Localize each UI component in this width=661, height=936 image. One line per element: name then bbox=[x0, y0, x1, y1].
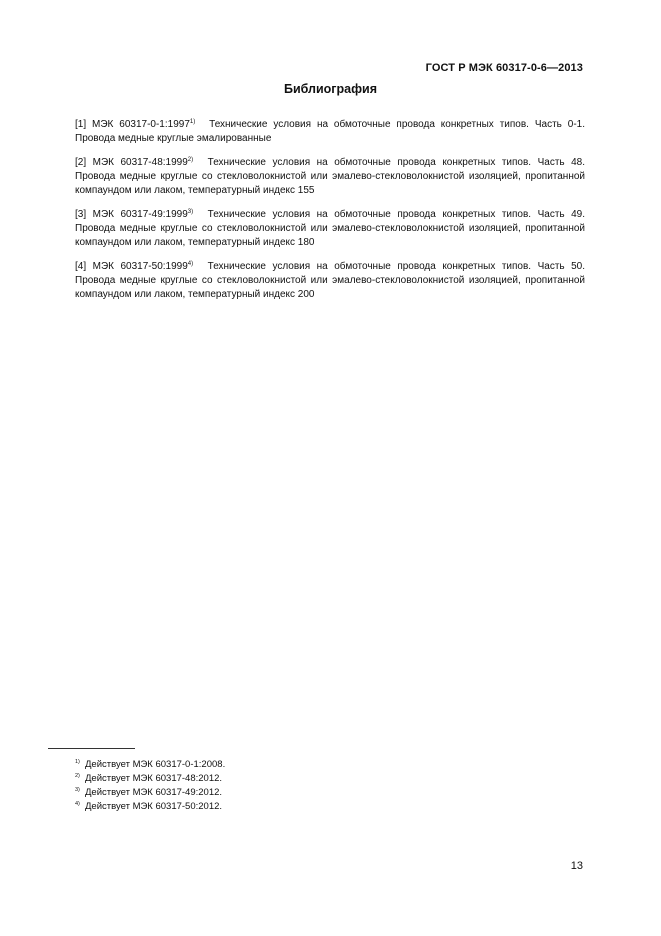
footnote-mark: 4) bbox=[75, 801, 80, 807]
entry-number: [1] bbox=[75, 119, 87, 130]
bibliography-entry-3 bbox=[75, 208, 585, 250]
bibliography-entry-1 bbox=[75, 118, 585, 146]
footnote-mark: 3) bbox=[75, 787, 80, 793]
page-title: Библиография bbox=[283, 82, 378, 96]
footnote-mark: 2) bbox=[75, 773, 80, 779]
footnote-1 bbox=[75, 758, 225, 772]
entry-reference: МЭК 60317-0-1:1997 bbox=[92, 119, 190, 130]
footnote-marker[interactable]: 3) bbox=[187, 208, 194, 215]
footnote-text: Действует МЭК 60317-0-1:2008. bbox=[85, 759, 226, 770]
entry-number: [2] bbox=[75, 157, 87, 168]
footnote-divider bbox=[48, 748, 135, 749]
footnote-text: Действует МЭК 60317-50:2012. bbox=[85, 801, 223, 812]
footnote-2 bbox=[75, 772, 225, 786]
entry-reference: МЭК 60317-48:1999 bbox=[92, 157, 188, 168]
footnote-text: Действует МЭК 60317-49:2012. bbox=[85, 787, 223, 798]
footnote-3 bbox=[75, 786, 225, 800]
entry-number: [3] bbox=[75, 209, 87, 220]
standard-code-header: ГОСТ Р МЭК 60317-0-6—2013 bbox=[425, 62, 583, 74]
entry-reference: МЭК 60317-49:1999 bbox=[92, 209, 188, 220]
footnote-marker[interactable]: 1) bbox=[189, 118, 196, 125]
entry-text: Технические условия на обмоточные провода конкретных типов. Часть 49. Провода медные круглые со стекловолокнистой или эмалево-стекловолокнистой изоляцией, пропитанной компаундом или лаком, температурный индекс 180 bbox=[75, 209, 586, 248]
bibliography-entry-4 bbox=[75, 260, 585, 302]
bibliography-list bbox=[75, 108, 585, 302]
entry-text: Технические условия на обмоточные провода конкретных типов. Часть 48. Провода медные круглые со стекловолокнистой или эмалево-стекловолокнистой изоляцией, пропитанной компаундом или лаком, температурный индекс 155 bbox=[75, 157, 586, 196]
footnotes-list bbox=[75, 758, 225, 814]
entry-number: [4] bbox=[75, 261, 87, 272]
footnote-marker[interactable]: 2) bbox=[187, 156, 194, 163]
page-number: 13 bbox=[570, 860, 583, 872]
entry-text: Технические условия на обмоточные провода конкретных типов. Часть 0-1. Провода медные круглые эмалированные bbox=[75, 119, 585, 144]
bibliography-entry-2 bbox=[75, 156, 585, 198]
footnote-4 bbox=[75, 800, 225, 814]
footnote-mark: 1) bbox=[75, 759, 80, 765]
entry-text: Технические условия на обмоточные провода конкретных типов. Часть 50. Провода медные круглые со стекловолокнистой или эмалево-стекловолокнистой изоляцией, пропитанной компаундом или лаком, температурный индекс 200 bbox=[75, 261, 586, 300]
footnote-text: Действует МЭК 60317-48:2012. bbox=[85, 773, 223, 784]
footnote-marker[interactable]: 4) bbox=[187, 260, 194, 267]
entry-reference: МЭК 60317-50:1999 bbox=[92, 261, 188, 272]
